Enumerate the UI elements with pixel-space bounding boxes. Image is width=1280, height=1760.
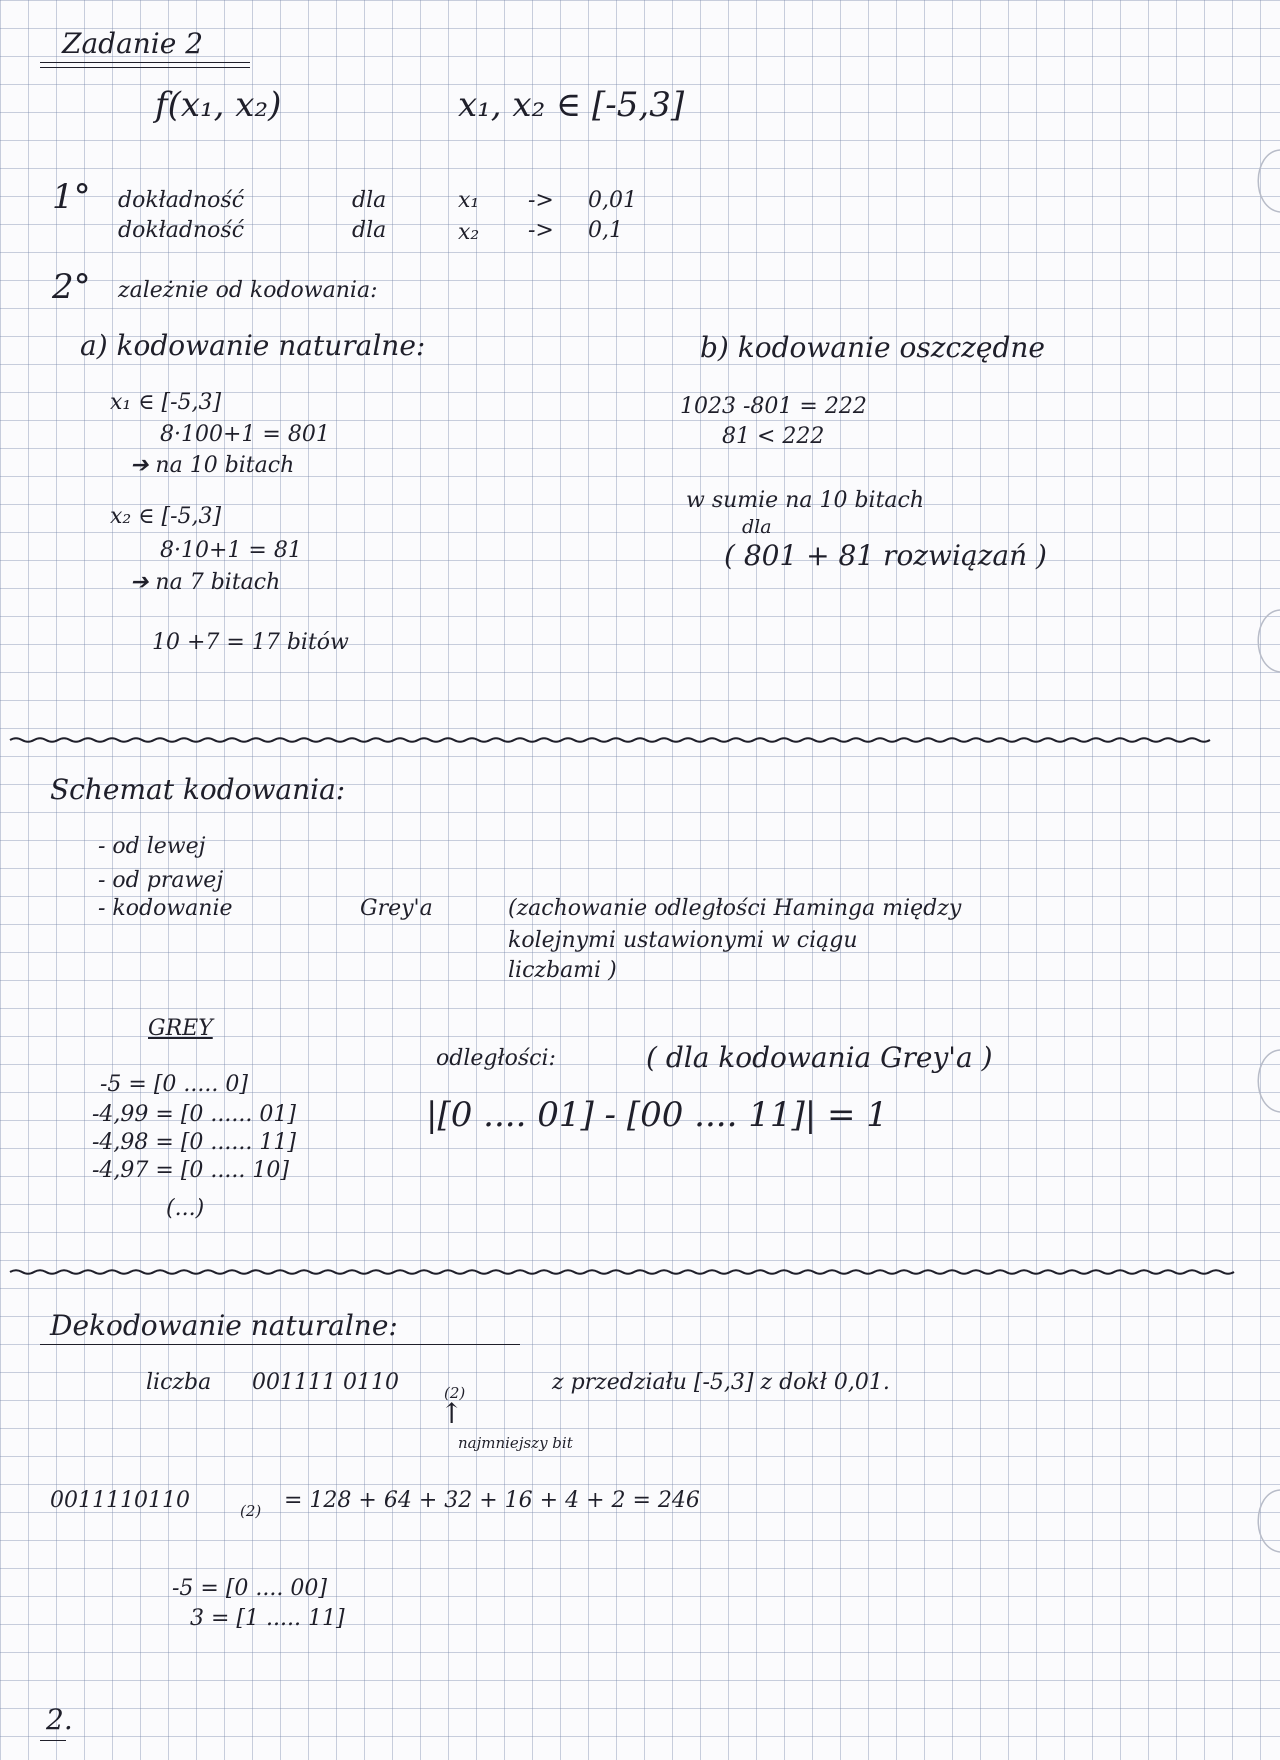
- grey-row-3: -4,98 = [0 ...... 11]: [92, 1130, 296, 1155]
- title-underline-1: [40, 62, 250, 63]
- efficient-calc-1: 1023 -801 = 222: [680, 394, 867, 419]
- grey-word: Grey'a: [360, 896, 433, 921]
- binder-hole-1: [1240, 146, 1280, 216]
- binder-hole-4: [1240, 1486, 1280, 1556]
- range-max-row: 3 = [1 ..... 11]: [190, 1606, 345, 1631]
- arrow-2: ->: [528, 218, 554, 243]
- efficient-conclusion-2: dla: [742, 516, 772, 538]
- hamming-note-3: liczbami ): [508, 958, 617, 983]
- efficient-calc-2: 81 < 222: [722, 424, 825, 449]
- decode-calc-sum: = 128 + 64 + 32 + 16 + 4 + 2 = 246: [284, 1488, 700, 1513]
- schemat-item-1: - od lewej: [98, 834, 206, 859]
- grey-row-1: -5 = [0 ..... 0]: [100, 1072, 248, 1097]
- efficient-coding-heading: b) kodowanie oszczędne: [700, 331, 1045, 364]
- lsb-note: najmniejszy bit: [458, 1434, 573, 1452]
- decode-line-suffix: z przedziału [-5,3] z dokł 0,01.: [552, 1370, 890, 1395]
- binder-hole-2: [1240, 606, 1280, 676]
- hamming-note-2: kolejnymi ustawionymi w ciągu: [508, 928, 858, 953]
- x1-calc: 8·100+1 = 801: [160, 422, 330, 447]
- x2-range: x₂ ∈ [-5,3]: [110, 504, 222, 529]
- lsb-arrow: ↑: [440, 1397, 464, 1430]
- schemat-item-3: - kodowanie: [98, 896, 233, 921]
- dla-label-1: dla: [352, 188, 387, 213]
- grey-row-ellipsis: (...): [166, 1196, 205, 1221]
- domain-label: x₁, x₂ ∈ [-5,3]: [458, 85, 685, 125]
- range-min-row: -5 = [0 .... 00]: [172, 1576, 327, 1601]
- arrow-1: ->: [528, 188, 554, 213]
- accuracy-label-1: dokładność: [118, 188, 245, 213]
- distance-expression: |[0 .... 01] - [00 .... 11]| = 1: [426, 1095, 888, 1135]
- decode-calc-base: (2): [240, 1502, 262, 1520]
- decode-line-prefix: liczba: [146, 1370, 212, 1395]
- x2-calc: 8·10+1 = 81: [160, 538, 302, 563]
- distance-label: odległości:: [436, 1046, 556, 1071]
- efficient-conclusion-1: w sumie na 10 bitach: [686, 488, 925, 513]
- section-2-marker: 2°: [52, 267, 91, 307]
- dla-label-2: dla: [352, 218, 387, 243]
- page-number-underline: [40, 1740, 66, 1741]
- var-x2: x₂: [458, 220, 480, 245]
- natural-coding-heading: a) kodowanie naturalne:: [80, 329, 426, 362]
- binder-hole-3: [1240, 1046, 1280, 1116]
- schemat-heading: Schemat kodowania:: [50, 773, 346, 806]
- page-number: 2.: [46, 1703, 73, 1736]
- wavy-separator-1: [0, 728, 1280, 752]
- section-1-marker: 1°: [52, 177, 91, 217]
- wavy-separator-2: [0, 1260, 1280, 1284]
- decoding-heading-underline: [40, 1344, 520, 1345]
- accuracy-value-1: 0,01: [588, 188, 637, 213]
- x1-bits: ➔ na 10 bitach: [130, 453, 295, 478]
- accuracy-value-2: 0,1: [588, 218, 623, 243]
- efficient-conclusion-3: ( 801 + 81 rozwiązań ): [724, 539, 1047, 572]
- section-2-text: zależnie od kodowania:: [118, 278, 378, 303]
- accuracy-label-2: dokładność: [118, 218, 245, 243]
- title-underline-2: [40, 67, 250, 68]
- decode-binary-base: (2): [444, 1384, 466, 1402]
- hamming-note-1: (zachowanie odległości Haminga między: [508, 896, 962, 921]
- decode-calc-binary: 0011110110: [50, 1488, 190, 1513]
- grey-row-2: -4,99 = [0 ...... 01]: [92, 1102, 296, 1127]
- schemat-item-2: - od prawej: [98, 868, 224, 893]
- bits-sum: 10 +7 = 17 bitów: [152, 630, 349, 655]
- x2-bits: ➔ na 7 bitach: [130, 570, 281, 595]
- function-label: f(x₁, x₂): [155, 85, 282, 125]
- decoding-heading: Dekodowanie naturalne:: [50, 1309, 398, 1342]
- grey-heading: GREY: [148, 1016, 213, 1041]
- distance-note: ( dla kodowania Grey'a ): [646, 1041, 993, 1074]
- var-x1: x₁: [458, 188, 480, 213]
- decode-binary-number: 001111 0110: [252, 1370, 399, 1395]
- x1-range: x₁ ∈ [-5,3]: [110, 390, 222, 415]
- page-title: Zadanie 2: [62, 27, 204, 60]
- grey-row-4: -4,97 = [0 ..... 10]: [92, 1158, 289, 1183]
